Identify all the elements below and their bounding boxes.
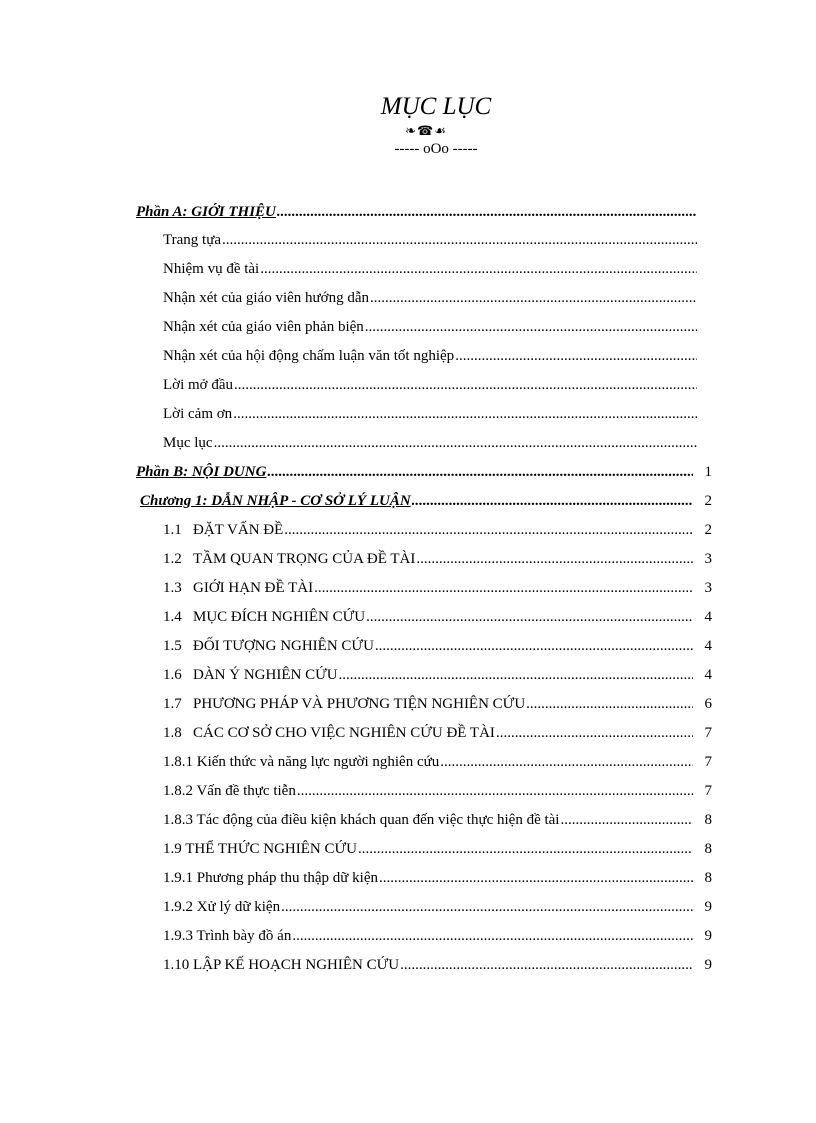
- toc-entry-label: Phần B: NỘI DUNG: [136, 464, 267, 480]
- toc-dot-leader: [260, 258, 697, 280]
- toc-entry-label: [163, 606, 365, 628]
- toc-entry[interactable]: [163, 316, 698, 338]
- toc-entry-label: 1.10 LẬP KẾ HOẠCH NGHIÊN CỨU: [163, 957, 400, 973]
- toc-entry-label: 1.9.2 Xử lý dữ kiện: [163, 899, 281, 915]
- toc-dot-leader: [496, 722, 693, 744]
- toc-entry-label: Nhận xét của hội động chấm luận văn tốt nghiệp: [163, 348, 455, 364]
- toc-entry-number: 1.1: [163, 522, 182, 538]
- toc-page-number: 7: [704, 754, 712, 770]
- toc-entry-label: [163, 635, 374, 657]
- toc-page-number: 7: [704, 783, 712, 799]
- toc-entry[interactable]: [163, 722, 712, 744]
- toc-dot-leader: [416, 548, 693, 570]
- toc-entry[interactable]: [163, 345, 698, 367]
- toc-entry-label: [163, 519, 283, 541]
- toc-dot-leader: [379, 867, 693, 889]
- toc-entry[interactable]: [163, 838, 712, 860]
- toc-entry-number: 1.5: [163, 638, 182, 654]
- title-ornament: ❧☎☙: [405, 123, 447, 138]
- toc-dot-leader: [526, 693, 693, 715]
- toc-entry[interactable]: [163, 635, 712, 657]
- toc-entry[interactable]: [163, 577, 712, 599]
- toc-dot-leader: [370, 287, 697, 309]
- toc-dot-leader: [297, 780, 693, 802]
- toc-dot-leader: [214, 432, 697, 454]
- toc-page-number: 8: [704, 870, 712, 886]
- toc-entry[interactable]: [163, 432, 698, 454]
- toc-entry[interactable]: [163, 664, 712, 686]
- toc-entry-label: 1.9 THỂ THỨC NGHIÊN CỨU: [163, 841, 357, 857]
- toc-dot-leader: [400, 954, 693, 976]
- toc-page-number: 1: [704, 464, 712, 480]
- toc-dot-leader: [314, 577, 693, 599]
- toc-entry-text: ĐỐI TƯỢNG NGHIÊN CỨU: [193, 638, 374, 654]
- toc-entry-text: MỤC ĐÍCH NGHIÊN CỨU: [193, 609, 366, 625]
- toc-dot-leader: [284, 519, 693, 541]
- toc-dot-leader: [222, 229, 697, 251]
- toc-entry-label: Phần A: GIỚI THIỆU: [136, 204, 276, 220]
- page-title: MỤC LỤC: [380, 93, 492, 120]
- toc-entry-text: GIỚI HẠN ĐỀ TÀI: [193, 580, 314, 596]
- toc-page-number: 8: [704, 841, 712, 857]
- toc-dot-leader: [339, 664, 693, 686]
- toc-chapter-1[interactable]: [140, 490, 712, 512]
- toc-dot-leader: [234, 374, 697, 396]
- toc-page-number: 8: [704, 812, 712, 828]
- toc-dot-leader: [358, 838, 693, 860]
- toc-dot-leader: [281, 896, 693, 918]
- toc-entry[interactable]: [163, 780, 712, 802]
- toc-page-number: 9: [704, 899, 712, 915]
- toc-dot-leader: [455, 345, 697, 367]
- toc-dot-leader: [233, 403, 697, 425]
- toc-entry[interactable]: [163, 258, 698, 280]
- toc-entry-label: [163, 693, 525, 715]
- toc-entry-label: Chương 1: DẪN NHẬP - CƠ SỞ LÝ LUẬN: [140, 493, 411, 509]
- toc-entry-label: [163, 664, 338, 686]
- toc-entry[interactable]: [163, 925, 712, 947]
- toc-page-number: 6: [704, 696, 712, 712]
- toc-entry[interactable]: [163, 693, 712, 715]
- toc-entry-text: TẦM QUAN TRỌNG CỦA ĐỀ TÀI: [193, 551, 416, 567]
- toc-entry-label: Mục lục: [163, 435, 213, 451]
- toc-entry-label: 1.9.1 Phương pháp thu thập dữ kiện: [163, 870, 379, 886]
- toc-entry[interactable]: [163, 287, 698, 309]
- toc-entry-label: Trang tựa: [163, 232, 221, 248]
- toc-part-b[interactable]: [136, 461, 712, 483]
- toc-entry[interactable]: [163, 374, 698, 396]
- toc-entry-label: 1.8.2 Vấn đề thực tiễn: [163, 783, 296, 799]
- toc-dot-leader: [412, 490, 693, 512]
- toc-entry-text: DÀN Ý NGHIÊN CỨU: [193, 667, 338, 683]
- toc-entry[interactable]: [163, 751, 712, 773]
- toc-entry-label: Nhận xét của giáo viên phản biện: [163, 319, 364, 335]
- toc-page-number: 3: [704, 580, 712, 596]
- toc-entry-number: 1.7: [163, 696, 182, 712]
- toc-entry-number: 1.8: [163, 725, 182, 741]
- toc-dot-leader: [267, 461, 693, 483]
- toc-part-a[interactable]: [136, 201, 698, 223]
- toc-entry[interactable]: [163, 867, 712, 889]
- toc-page-number: 2: [704, 522, 712, 538]
- toc-dot-leader: [440, 751, 693, 773]
- toc-entry-number: 1.4: [163, 609, 182, 625]
- toc-dot-leader: [366, 606, 693, 628]
- toc-entry-text: CÁC CƠ SỞ CHO VIỆC NGHIÊN CỨU ĐỀ TÀI: [193, 725, 495, 741]
- toc-page-number: 4: [704, 667, 712, 683]
- title-subtitle: ----- oOo -----: [394, 141, 478, 157]
- toc-entry-number: 1.6: [163, 667, 182, 683]
- toc-page-number: 2: [704, 493, 712, 509]
- toc-entry[interactable]: [163, 403, 698, 425]
- toc-entry-label: 1.8.1 Kiến thức và năng lực người nghiên cứu: [163, 754, 440, 770]
- toc-entry-label: Nhận xét của giáo viên hướng dẫn: [163, 290, 370, 306]
- toc-dot-leader: [277, 201, 697, 223]
- toc-entry[interactable]: [163, 519, 712, 541]
- toc-entry-label: [163, 548, 415, 570]
- toc-entry-number: 1.3: [163, 580, 182, 596]
- toc-entry-label: [163, 577, 313, 599]
- toc-page-number: 7: [704, 725, 712, 741]
- toc-entry-label: Lời cảm ơn: [163, 406, 233, 422]
- toc-entry[interactable]: [163, 954, 712, 976]
- toc-dot-leader: [375, 635, 693, 657]
- toc-entry[interactable]: [163, 809, 712, 831]
- toc-dot-leader: [560, 809, 693, 831]
- toc-dot-leader: [292, 925, 693, 947]
- toc-entry-label: [163, 722, 495, 744]
- toc-entry-text: PHƯƠNG PHÁP VÀ PHƯƠNG TIỆN NGHIÊN CỨU: [193, 696, 526, 712]
- toc-page-number: 9: [704, 957, 712, 973]
- toc-entry-number: 1.2: [163, 551, 182, 567]
- toc-entry[interactable]: [163, 548, 712, 570]
- toc-entry[interactable]: [163, 896, 712, 918]
- toc-dot-leader: [365, 316, 697, 338]
- toc-entry-text: ĐẶT VẤN ĐỀ: [193, 522, 284, 538]
- toc-entry-label: 1.8.3 Tác động của điều kiện khách quan đến việc thực hiện đề tài: [163, 812, 560, 828]
- toc-page-number: 4: [704, 638, 712, 654]
- toc-page-number: 9: [704, 928, 712, 944]
- toc-page-number: 3: [704, 551, 712, 567]
- toc-entry-label: Nhiệm vụ đề tài: [163, 261, 260, 277]
- toc-entry-label: 1.9.3 Trình bày đồ án: [163, 928, 292, 944]
- toc-entry-label: Lời mở đầu: [163, 377, 234, 393]
- toc-page-number: 4: [704, 609, 712, 625]
- toc-entry[interactable]: [163, 606, 712, 628]
- toc-entry[interactable]: [163, 229, 698, 251]
